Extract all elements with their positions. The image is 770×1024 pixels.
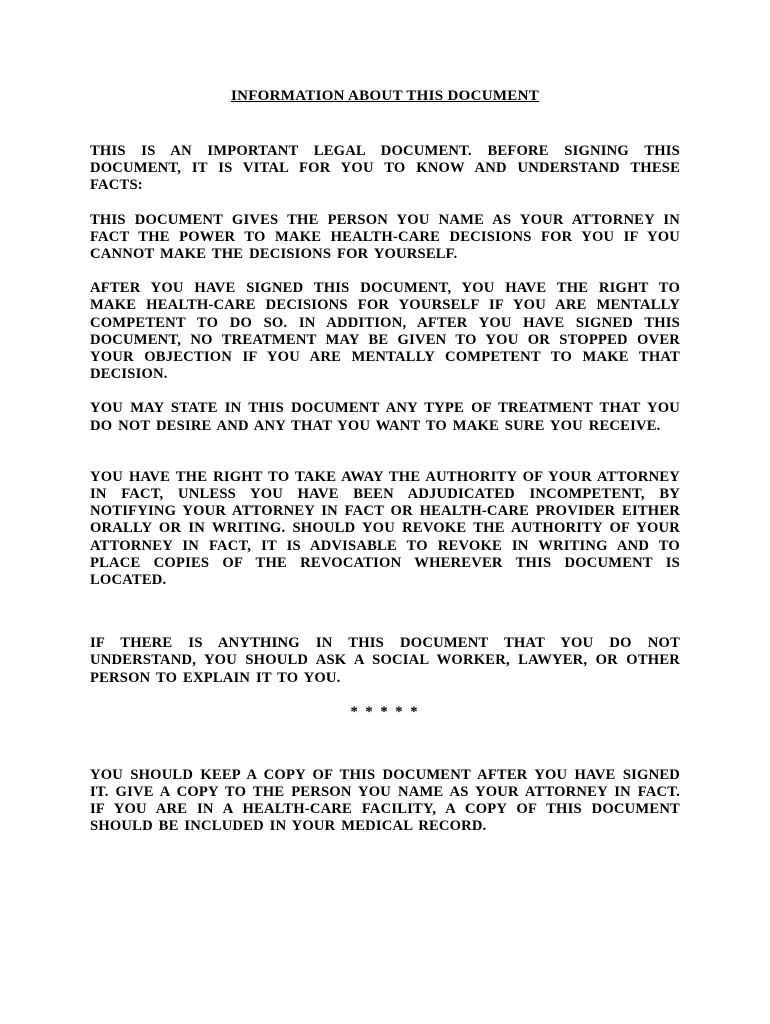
paragraph-rights-after-signing: AFTER YOU HAVE SIGNED THIS DOCUMENT, YOU HAVE THE RIGHT TO MAKE HEALTH-CARE DECISIONS FOR YOURSELF IF YOU ARE MENTALLY COMPETENT TO DO SO. IN ADDITION, AFTER YOU HAVE SIGNED THIS DOCUMENT, NO TREATMENT MAY BE GIVEN TO YOU OR STOPPED OVER YOUR OBJECTION IF YOU ARE MENTALLY COMPETENT TO MAKE THAT DECISION. (90, 280, 680, 383)
paragraph-attorney-in-fact-power: THIS DOCUMENT GIVES THE PERSON YOU NAME AS YOUR ATTORNEY IN FACT THE POWER TO MAKE HEALTH-CARE DECISIONS FOR YOU IF YOU CANNOT MAKE THE DECISIONS FOR YOURSELF. (90, 211, 680, 263)
paragraph-important-legal-document: THIS IS AN IMPORTANT LEGAL DOCUMENT. BEFORE SIGNING THIS DOCUMENT, IT IS VITAL FOR YOU TO KNOW AND UNDERSTAND THESE FACTS: (90, 143, 680, 194)
paragraph-ask-for-explanation: IF THERE IS ANYTHING IN THIS DOCUMENT THAT YOU DO NOT UNDERSTAND, YOU SHOULD ASK A SOCIAL WORKER, LAWYER, OR OTHER PERSON TO EXPLAIN IT TO YOU. (90, 635, 680, 686)
paragraph-keep-a-copy: YOU SHOULD KEEP A COPY OF THIS DOCUMENT AFTER YOU HAVE SIGNED IT. GIVE A COPY TO THE PERSON YOU NAME AS YOUR ATTORNEY IN FACT. IF YOU ARE IN A HEALTH-CARE FACILITY, A COPY OF THIS DOCUMENT SHOULD BE INCLUDED IN YOUR MEDICAL RECORD. (90, 766, 680, 835)
separator-stars: * * * * * (350, 703, 420, 720)
paragraph-state-treatment: YOU MAY STATE IN THIS DOCUMENT ANY TYPE OF TREATMENT THAT YOU DO NOT DESIRE AND ANY THAT YOU WANT TO MAKE SURE YOU RECEIVE. (90, 400, 680, 434)
paragraph-revoke-authority: YOU HAVE THE RIGHT TO TAKE AWAY THE AUTHORITY OF YOUR ATTORNEY IN FACT, UNLESS YOU HAVE BEEN ADJUDICATED INCOMPETENT, BY NOTIFYING YOUR ATTORNEY IN FACT OR HEALTH-CARE PROVIDER EITHER ORALLY OR IN WRITING. SHOULD YOU REVOKE THE AUTHORITY OF YOUR ATTORNEY IN FACT, IT IS ADVISABLE TO REVOKE IN WRITING AND TO PLACE COPIES OF THE REVOCATION WHEREVER THIS DOCUMENT IS LOCATED. (90, 468, 680, 589)
document-title: INFORMATION ABOUT THIS DOCUMENT (230, 88, 540, 104)
